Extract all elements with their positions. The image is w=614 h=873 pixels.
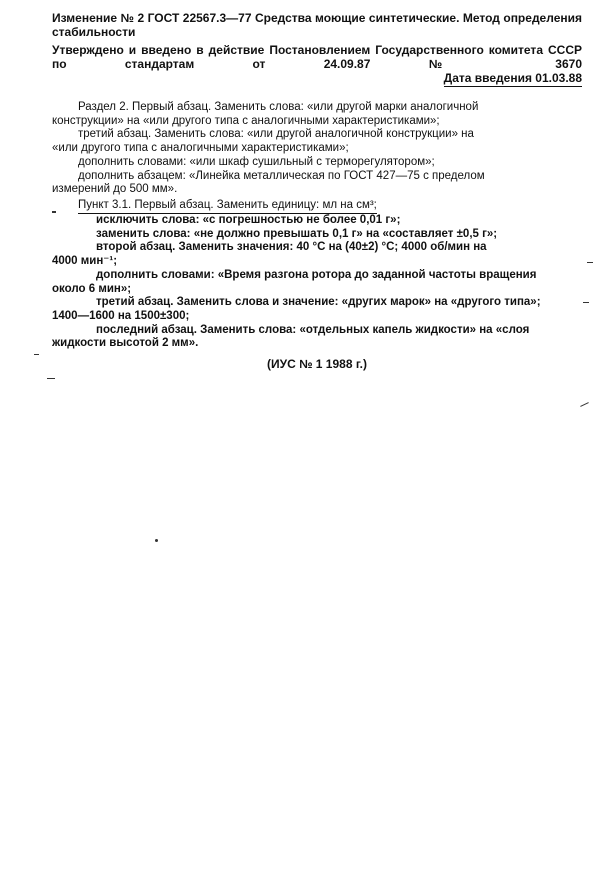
- section3-changes: [52, 214, 584, 351]
- text-line: второй абзац. Заменить значения: 40 °С на (40±2) °С; 4000 об/мин на: [96, 241, 487, 254]
- text-line: «или другого типа с аналогичными характеристиками»;: [52, 142, 349, 155]
- text-line: 1400—1600 на 1500±300;: [52, 309, 190, 322]
- approval-statement-text: Утверждено и введено в действие Постановлением Государственного комитета СССР по стандартам от 24.09.87 № 3670: [52, 43, 582, 71]
- text-line: исключить слова: «с погрешностью не более 0,01 г»;: [96, 214, 401, 226]
- amendment-title: [52, 11, 582, 39]
- text-line: измерений до 500 мм».: [52, 183, 178, 196]
- text-line: конструкции» на «или другого типа с аналогичными характеристиками»;: [52, 114, 440, 127]
- text-line: 4000 мин⁻¹;: [52, 255, 118, 268]
- section2-changes: [52, 101, 582, 197]
- text-line: жидкости высотой 2 мм».: [52, 337, 199, 350]
- scan-speck: [155, 539, 158, 542]
- scan-speck: [34, 354, 39, 355]
- text-line: третий абзац. Заменить слова и значение: «других марок» на «другого типа»;: [96, 296, 541, 309]
- scan-speck: [52, 211, 56, 213]
- text-line: дополнить абзацем: «Линейка металлическая по ГОСТ 427—75 с пределом: [78, 169, 485, 182]
- punkt-3-1-line: Пункт 3.1. Первый абзац. Заменить единицу: мл на см³;: [78, 199, 377, 214]
- text-line: около 6 мин»;: [52, 282, 132, 295]
- scan-speck: [587, 262, 593, 263]
- text-line: третий абзац. Заменить слова: «или другой аналогичной конструкции» на: [78, 128, 474, 141]
- approval-statement: [52, 43, 582, 71]
- text-line: заменить слова: «не должно превышать 0,1 г» на «составляет ±0,5 г»;: [96, 227, 498, 240]
- ius-reference: (ИУС № 1 1988 г.): [267, 357, 367, 371]
- text-line: дополнить словами: «или шкаф сушильный с терморегулятором»;: [78, 155, 435, 168]
- scan-speck: [580, 402, 589, 407]
- amendment-title-text: Изменение № 2 ГОСТ 22567.3—77 Средства моющие синтетические. Метод определения стабильности: [52, 11, 582, 39]
- text-line: дополнить словами: «Время разгона ротора до заданной частоты вращения: [96, 268, 537, 281]
- text-line: Раздел 2. Первый абзац. Заменить слова: «или другой марки аналогичной: [78, 101, 479, 113]
- text-line: последний абзац. Заменить слова: «отдельных капель жидкости» на «слоя: [96, 323, 530, 336]
- effective-date: Дата введения 01.03.88: [443, 71, 582, 85]
- scan-speck: [583, 302, 589, 303]
- scan-speck: [47, 378, 55, 379]
